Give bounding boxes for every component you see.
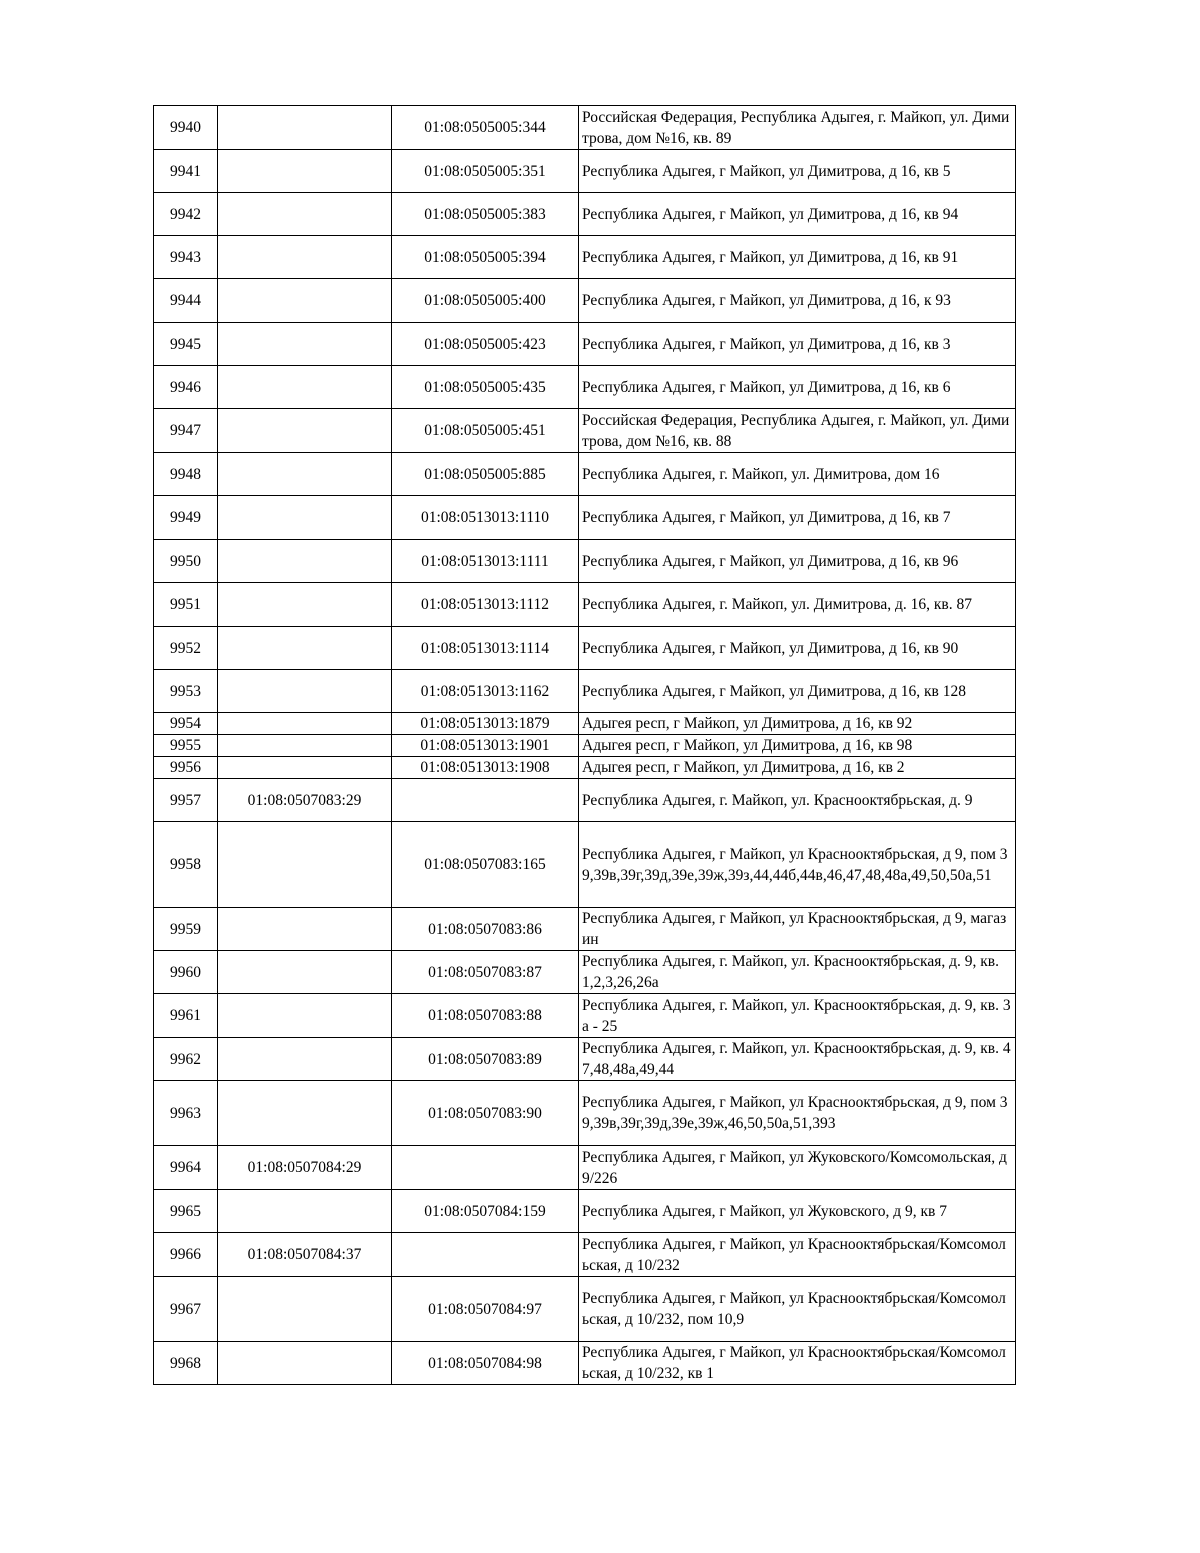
row-number: 9952	[154, 627, 218, 670]
row-number: 9958	[154, 822, 218, 908]
address: Российская Федерация, Республика Адыгея, г. Майкоп, ул. Димитрова, дом №16, кв. 88	[579, 409, 1016, 453]
cadastral-number: 01:08:0507083:89	[392, 1038, 579, 1081]
cadastral-number: 01:08:0513013:1112	[392, 583, 579, 627]
cadastral-number: 01:08:0505005:344	[392, 106, 579, 150]
cadastral-number: 01:08:0513013:1111	[392, 540, 579, 583]
table-row	[154, 453, 1016, 496]
address: Республика Адыгея, г Майкоп, ул Димитрова, д 16, кв 90	[579, 627, 1016, 670]
table-row	[154, 713, 1016, 735]
table-row	[154, 627, 1016, 670]
cadastral-number-parent	[218, 193, 392, 236]
address: Республика Адыгея, г. Майкоп, ул. Димитрова, д. 16, кв. 87	[579, 583, 1016, 627]
address: Республика Адыгея, г. Майкоп, ул. Димитрова, дом 16	[579, 453, 1016, 496]
cadastral-number	[392, 779, 579, 822]
cadastral-number-parent: 01:08:0507083:29	[218, 779, 392, 822]
cadastral-number: 01:08:0505005:435	[392, 366, 579, 409]
address: Республика Адыгея, г Майкоп, ул Краснооктябрьская/Комсомольская, д 10/232, пом 10,9	[579, 1277, 1016, 1342]
cadastral-number-parent	[218, 1190, 392, 1233]
row-number: 9945	[154, 323, 218, 366]
cadastral-number: 01:08:0513013:1110	[392, 496, 579, 540]
cadastral-number: 01:08:0507084:159	[392, 1190, 579, 1233]
cadastral-number-parent	[218, 994, 392, 1038]
row-number: 9966	[154, 1233, 218, 1277]
cadastral-number-parent	[218, 670, 392, 713]
registry-table-body	[154, 106, 1016, 1385]
row-number: 9949	[154, 496, 218, 540]
table-row	[154, 366, 1016, 409]
cadastral-number-parent	[218, 735, 392, 757]
row-number: 9944	[154, 279, 218, 323]
cadastral-number-parent	[218, 757, 392, 779]
table-row	[154, 409, 1016, 453]
table-row	[154, 279, 1016, 323]
cadastral-number: 01:08:0513013:1901	[392, 735, 579, 757]
row-number: 9960	[154, 951, 218, 994]
address: Республика Адыгея, г Майкоп, ул Жуковского, д 9, кв 7	[579, 1190, 1016, 1233]
address: Республика Адыгея, г. Майкоп, ул. Краснооктябрьская, д. 9	[579, 779, 1016, 822]
cadastral-number-parent	[218, 366, 392, 409]
row-number: 9964	[154, 1146, 218, 1190]
row-number: 9955	[154, 735, 218, 757]
row-number: 9947	[154, 409, 218, 453]
address: Республика Адыгея, г Майкоп, ул Димитрова, д 16, к 93	[579, 279, 1016, 323]
row-number: 9951	[154, 583, 218, 627]
table-row	[154, 1233, 1016, 1277]
row-number: 9956	[154, 757, 218, 779]
cadastral-number: 01:08:0505005:885	[392, 453, 579, 496]
table-row	[154, 779, 1016, 822]
address: Республика Адыгея, г Майкоп, ул Краснооктябрьская, д 9, магазин	[579, 908, 1016, 951]
cadastral-number: 01:08:0507083:90	[392, 1081, 579, 1146]
row-number: 9961	[154, 994, 218, 1038]
cadastral-number-parent	[218, 236, 392, 279]
address: Адыгея респ, г Майкоп, ул Димитрова, д 16, кв 92	[579, 713, 1016, 735]
table-row	[154, 1342, 1016, 1385]
cadastral-number-parent	[218, 150, 392, 193]
cadastral-number-parent: 01:08:0507084:29	[218, 1146, 392, 1190]
cadastral-number: 01:08:0505005:351	[392, 150, 579, 193]
cadastral-number: 01:08:0505005:423	[392, 323, 579, 366]
address: Республика Адыгея, г Майкоп, ул Жуковского/Комсомольская, д 9/226	[579, 1146, 1016, 1190]
table-row	[154, 735, 1016, 757]
cadastral-number-parent	[218, 106, 392, 150]
cadastral-number-parent	[218, 951, 392, 994]
address: Республика Адыгея, г. Майкоп, ул. Краснооктябрьская, д. 9, кв. 47,48,48а,49,44	[579, 1038, 1016, 1081]
row-number: 9965	[154, 1190, 218, 1233]
table-row	[154, 1190, 1016, 1233]
cadastral-number-parent	[218, 908, 392, 951]
address: Республика Адыгея, г Майкоп, ул Димитрова, д 16, кв 6	[579, 366, 1016, 409]
table-row	[154, 1081, 1016, 1146]
address: Республика Адыгея, г Майкоп, ул Димитрова, д 16, кв 5	[579, 150, 1016, 193]
row-number: 9963	[154, 1081, 218, 1146]
cadastral-number-parent	[218, 540, 392, 583]
cadastral-number	[392, 1146, 579, 1190]
table-row	[154, 496, 1016, 540]
address: Адыгея респ, г Майкоп, ул Димитрова, д 16, кв 98	[579, 735, 1016, 757]
cadastral-number: 01:08:0505005:394	[392, 236, 579, 279]
cadastral-number-parent	[218, 1081, 392, 1146]
table-row	[154, 994, 1016, 1038]
table-row	[154, 1277, 1016, 1342]
address: Республика Адыгея, г Майкоп, ул Краснооктябрьская, д 9, пом 39,39в,39г,39д,39е,39ж,39з,44,44б,44в,46,47,48,48а,49,50,50а,51	[579, 822, 1016, 908]
cadastral-number-parent: 01:08:0507084:37	[218, 1233, 392, 1277]
row-number: 9967	[154, 1277, 218, 1342]
table-row	[154, 150, 1016, 193]
address: Республика Адыгея, г Майкоп, ул Димитрова, д 16, кв 3	[579, 323, 1016, 366]
table-row	[154, 236, 1016, 279]
table-row	[154, 1146, 1016, 1190]
cadastral-number-parent	[218, 627, 392, 670]
cadastral-number	[392, 1233, 579, 1277]
row-number: 9953	[154, 670, 218, 713]
cadastral-number-parent	[218, 1277, 392, 1342]
table-row	[154, 106, 1016, 150]
cadastral-number: 01:08:0507083:88	[392, 994, 579, 1038]
table-row	[154, 193, 1016, 236]
row-number: 9948	[154, 453, 218, 496]
cadastral-number-parent	[218, 409, 392, 453]
cadastral-number: 01:08:0513013:1879	[392, 713, 579, 735]
row-number: 9942	[154, 193, 218, 236]
cadastral-number: 01:08:0507084:97	[392, 1277, 579, 1342]
cadastral-number: 01:08:0505005:383	[392, 193, 579, 236]
table-row	[154, 757, 1016, 779]
row-number: 9950	[154, 540, 218, 583]
row-number: 9943	[154, 236, 218, 279]
address: Республика Адыгея, г Майкоп, ул Димитрова, д 16, кв 91	[579, 236, 1016, 279]
address: Республика Адыгея, г. Майкоп, ул. Краснооктябрьская, д. 9, кв. 3а - 25	[579, 994, 1016, 1038]
address: Республика Адыгея, г Майкоп, ул Димитрова, д 16, кв 96	[579, 540, 1016, 583]
cadastral-number: 01:08:0513013:1908	[392, 757, 579, 779]
table-row	[154, 908, 1016, 951]
cadastral-number-parent	[218, 1038, 392, 1081]
cadastral-number: 01:08:0507083:87	[392, 951, 579, 994]
table-row	[154, 540, 1016, 583]
table-row	[154, 583, 1016, 627]
address: Республика Адыгея, г Майкоп, ул Димитрова, д 16, кв 128	[579, 670, 1016, 713]
table-row	[154, 670, 1016, 713]
row-number: 9957	[154, 779, 218, 822]
address: Республика Адыгея, г Майкоп, ул Краснооктябрьская, д 9, пом 39,39в,39г,39д,39е,39ж,46,50,50а,51,393	[579, 1081, 1016, 1146]
cadastral-number: 01:08:0513013:1162	[392, 670, 579, 713]
cadastral-number: 01:08:0507083:86	[392, 908, 579, 951]
address: Республика Адыгея, г Майкоп, ул Краснооктябрьская/Комсомольская, д 10/232, кв 1	[579, 1342, 1016, 1385]
table-row	[154, 1038, 1016, 1081]
row-number: 9959	[154, 908, 218, 951]
row-number: 9946	[154, 366, 218, 409]
cadastral-number-parent	[218, 1342, 392, 1385]
address: Адыгея респ, г Майкоп, ул Димитрова, д 16, кв 2	[579, 757, 1016, 779]
address: Российская Федерация, Республика Адыгея, г. Майкоп, ул. Димитрова, дом №16, кв. 89	[579, 106, 1016, 150]
cadastral-number: 01:08:0505005:451	[392, 409, 579, 453]
address: Республика Адыгея, г Майкоп, ул Краснооктябрьская/Комсомольская, д 10/232	[579, 1233, 1016, 1277]
registry-table	[153, 105, 1016, 1385]
address: Республика Адыгея, г. Майкоп, ул. Краснооктябрьская, д. 9, кв. 1,2,3,26,26а	[579, 951, 1016, 994]
cadastral-number-parent	[218, 822, 392, 908]
row-number: 9962	[154, 1038, 218, 1081]
address: Республика Адыгея, г Майкоп, ул Димитрова, д 16, кв 7	[579, 496, 1016, 540]
table-row	[154, 822, 1016, 908]
row-number: 9968	[154, 1342, 218, 1385]
row-number: 9954	[154, 713, 218, 735]
cadastral-number-parent	[218, 323, 392, 366]
cadastral-number-parent	[218, 583, 392, 627]
cadastral-number-parent	[218, 713, 392, 735]
cadastral-number: 01:08:0505005:400	[392, 279, 579, 323]
row-number: 9941	[154, 150, 218, 193]
table-row	[154, 323, 1016, 366]
address: Республика Адыгея, г Майкоп, ул Димитрова, д 16, кв 94	[579, 193, 1016, 236]
cadastral-number-parent	[218, 279, 392, 323]
cadastral-number: 01:08:0513013:1114	[392, 627, 579, 670]
table-row	[154, 951, 1016, 994]
cadastral-number-parent	[218, 496, 392, 540]
cadastral-number: 01:08:0507083:165	[392, 822, 579, 908]
cadastral-number: 01:08:0507084:98	[392, 1342, 579, 1385]
cadastral-number-parent	[218, 453, 392, 496]
row-number: 9940	[154, 106, 218, 150]
